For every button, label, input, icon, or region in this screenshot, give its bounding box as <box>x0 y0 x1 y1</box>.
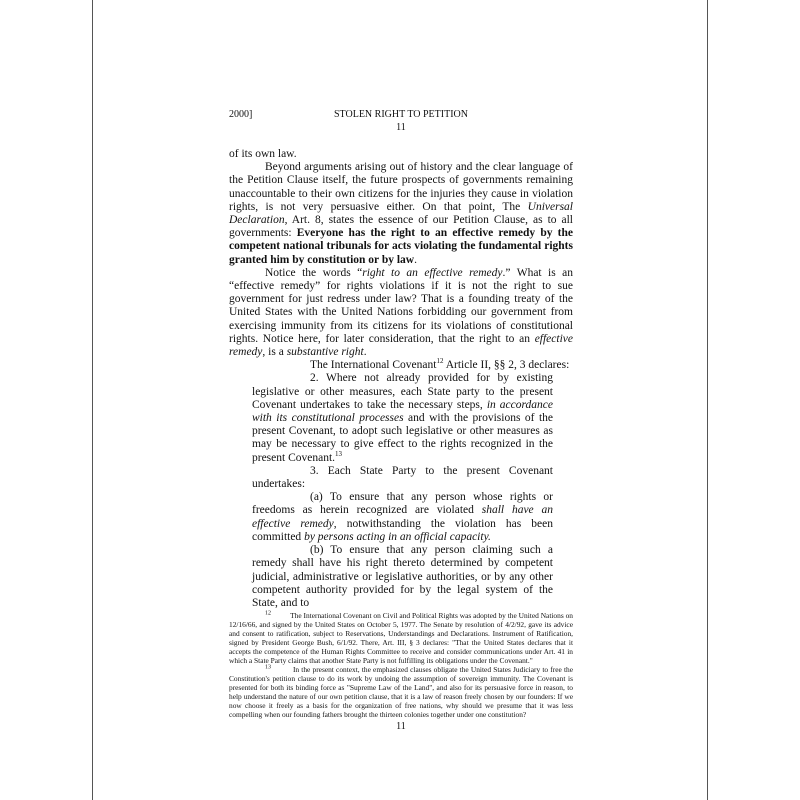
block-quote: (b) To ensure that any person claiming such a remedy shall have his right thereto determined by competent judicial, administrative or legislative authorities, or by any other competent authority provided for by the legal system of the State, and to <box>252 544 553 609</box>
paragraph: Beyond arguments arising out of history and the clear language of the Petition Clause itself, the future prospects of governments remaining unaccountable to their own citizens for the injuries they cause in violation rights, is not very persuasive either. On that point, The Universal Declaration, Art. 8, states the essence of our Petition Clause, as to all governments: Everyone has the right to an effective remedy by the competent national tribunals for acts violating the fundamental rights granted him by constitution or by law. <box>229 161 573 266</box>
running-head <box>229 108 573 121</box>
running-head-title: STOLEN RIGHT TO PETITION <box>334 109 468 120</box>
block-quote: 3. Each State Party to the present Covenant undertakes: <box>252 464 553 491</box>
footnote-ref-13[interactable]: 13 <box>335 449 343 458</box>
footnote-ref-12[interactable]: 12 <box>436 357 444 366</box>
footnote-number: 13 <box>265 664 271 671</box>
page-content <box>229 108 573 733</box>
paragraph: Notice the words “right to an effective remedy.” What is an “effective remedy” for rights violations if it is not the right to sue government for just redress under law? That is a founding treaty of the United States with the United Nations forbidding our government from exercising immunity from its citizens for its violations of constitutional rights. Notice here, for later consideration, that the right to an effective remedy, is a substantive right. <box>229 266 574 359</box>
footnote-12: $^{12}$ The International Covenant on Civil and Political Rights was adopted by the United Nations on 12/16/66, and signed by the United States on October 5, 1977. The Senate by resolution of 4/2/92, gave its advice and consent to ratification, subject to Reservations, Understandings and Declarations. Instrument of Ratification, signed by President George Bush, 6/1/92. There, Art. III, § 3 declares: "That the United States declares that it accepts the competence of the Human Rights Committee to receive and consider communications under Art. 41 in which a State Party claims that another State Party is not fulfilling its obligations under the Covenant." <box>229 610 574 666</box>
page-number-bottom: 11 <box>396 721 406 733</box>
body-text <box>229 148 573 610</box>
document-page <box>92 0 708 800</box>
footnote-number: 12 <box>265 610 271 617</box>
footnotes <box>229 611 573 719</box>
block-quote: (a) To ensure that any person whose rights or freedoms as herein recognized are violated shall have an effective remedy, notwithstanding the violation has been committed by persons acting in an official capacity. <box>252 491 554 543</box>
paragraph: of its own law. <box>229 148 297 160</box>
quote-introduction: The International Covenant$^{12}$ Article II, §§ 2, 3 declares: <box>310 357 570 372</box>
running-head-year: 2000] <box>229 109 253 120</box>
footnote-13: $^{13}$ In the present context, the emphasized clauses obligate the United States Judiciary to free the Constitution's petition clause to do its work by undoing the assumption of sovereign immunity. The Covenant is presented for both its binding force as "Supreme Law of the Land", and also for its persuasive force in reason, to help understand the nature of our own petition clause, that it is a law of reason freely chosen by our founders: If we now choose it freely as a basis for the organization of free nations, why should we presume that it was less compelling when our founding fathers brought the thirteen colonies together under one constitution? <box>229 664 573 720</box>
page-number-top: 11 <box>396 122 406 133</box>
block-quote: 2. Where not already provided for by existing legislative or other measures, each State party to the present Covenant undertakes to take the necessary steps, in accordance with its constitutional processes and with the provisions of the present Covenant, to adopt such legislative or other measures as may be necessary to give effect to the rights recognized in the present Covenant.$^{13}$ <box>252 372 554 464</box>
